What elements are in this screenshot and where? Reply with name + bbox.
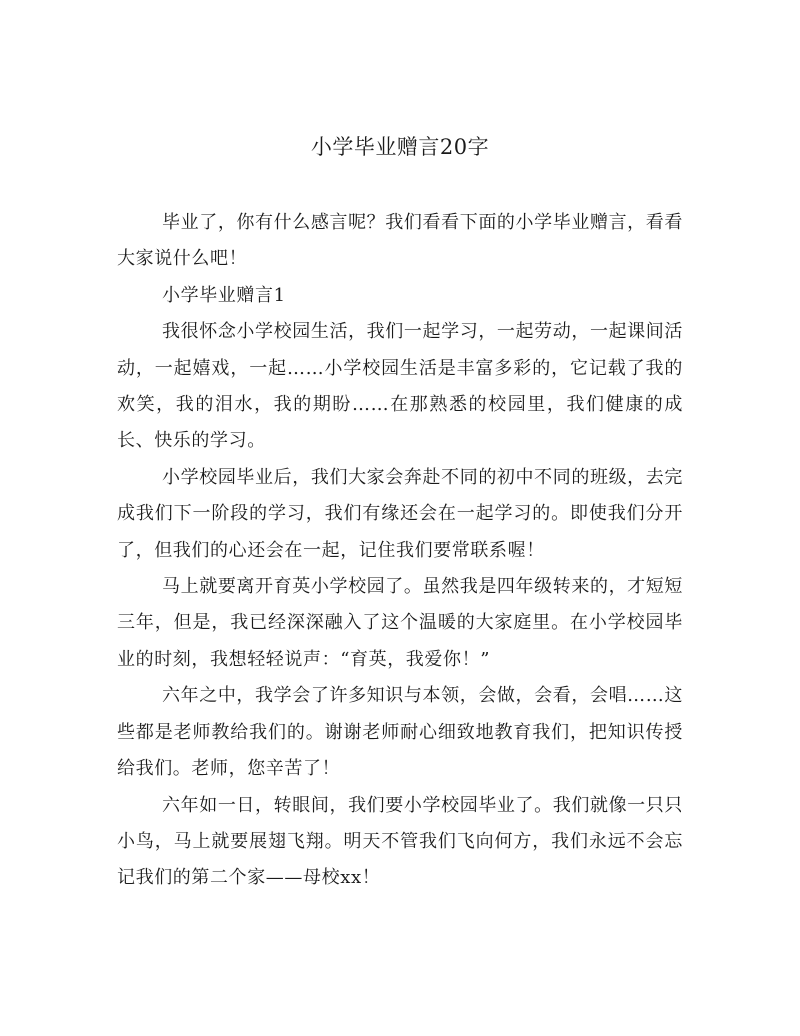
document-body [117, 205, 683, 897]
body-paragraph: 六年之中，我学会了许多知识与本领，会做，会看，会唱……这些都是老师教给我们的。谢谢老师耐心细致地教育我们，把知识传授给我们。老师，您辛苦了！ [117, 685, 683, 780]
body-paragraph: 小学校园毕业后，我们大家会奔赴不同的初中不同的班级，去完成我们下一阶段的学习，我们有缘还会在一起学习的。即使我们分开了，但我们的心还会在一起，记住我们要常联系喔！ [117, 466, 683, 561]
section-heading: 小学毕业赠言1 [162, 284, 286, 306]
body-paragraph: 马上就要离开育英小学校园了。虽然我是四年级转来的，才短短三年，但是，我已经深深融入了这个温暖的大家庭里。在小学校园毕业的时刻，我想轻轻说声：“育英，我爱你！” [117, 576, 683, 670]
body-paragraph: 六年如一日，转眼间，我们要小学校园毕业了。我们就像一只只小鸟，马上就要展翅飞翔。明天不管我们飞向何方，我们永远不会忘记我们的第二个家——母校xx！ [117, 794, 683, 889]
body-paragraph: 我很怀念小学校园生活，我们一起学习，一起劳动，一起课间活动，一起嬉戏，一起……小学校园生活是丰富多彩的，它记载了我的欢笑，我的泪水，我的期盼……在那熟悉的校园里，我们健康的成长、快乐的学习。 [117, 321, 683, 452]
document-title: 小学毕业赠言20字 [310, 135, 490, 159]
intro-paragraph: 毕业了，你有什么感言呢？我们看看下面的小学毕业赠言，看看大家说什么吧！ [117, 212, 683, 270]
